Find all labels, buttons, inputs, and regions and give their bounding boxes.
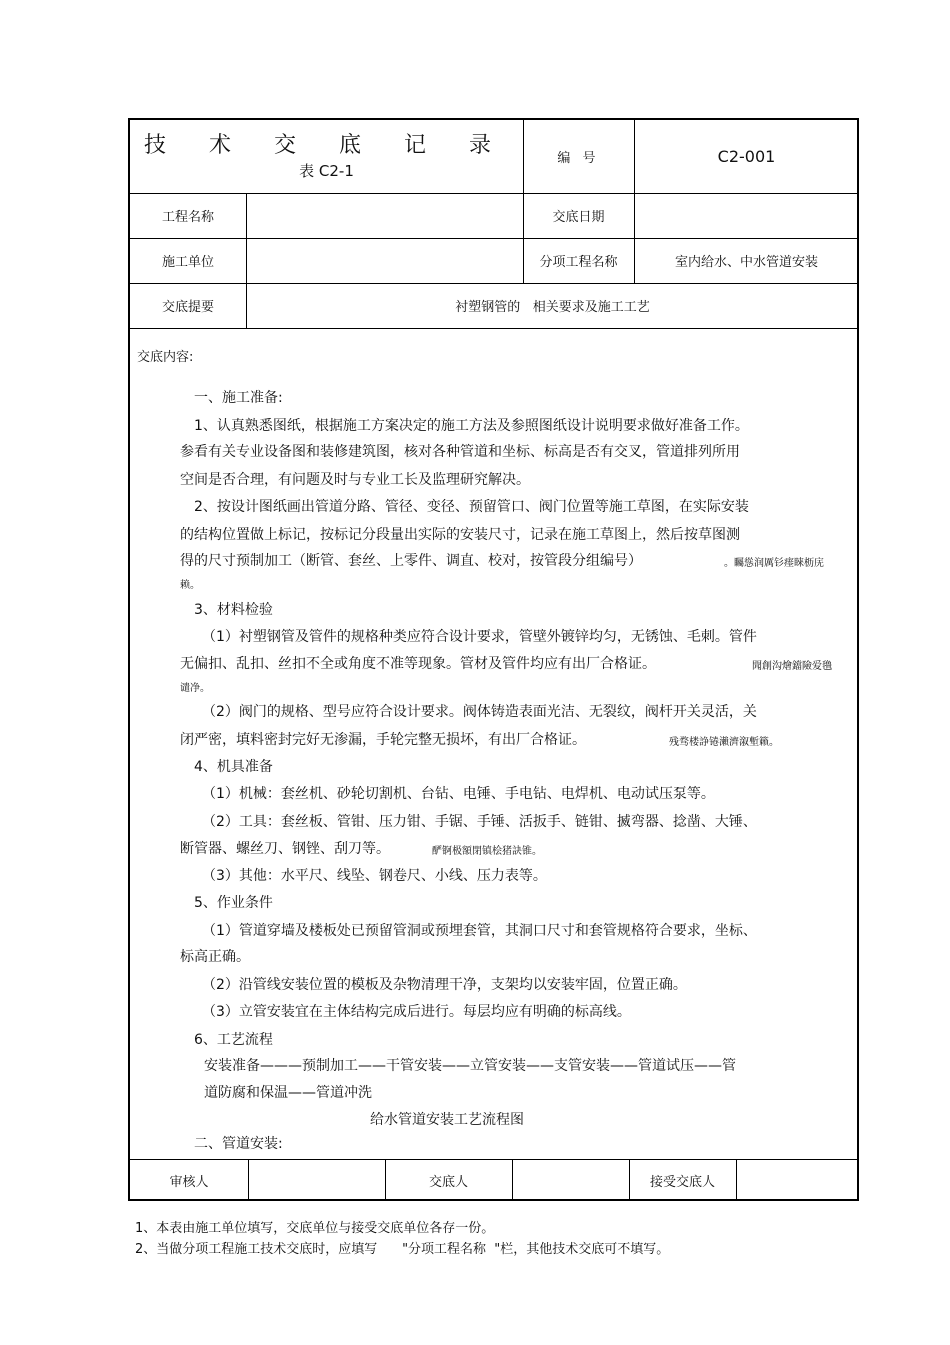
process-flow-line: 安装准备———预制加工——干管安装——立管安装——支管安装——管道试压——管 [204, 1058, 736, 1074]
content-line: 无偏扣、乱扣、丝扣不全或角度不准等现象。管材及管件均应有出厂合格证。 [180, 656, 656, 672]
row-divider [130, 328, 857, 329]
footnote: 1、本表由施工单位填写，交底单位与接受交底单位各存一份。 [135, 1221, 495, 1236]
summary-value: 衬塑钢管的 相关要求及施工工艺 [455, 300, 650, 315]
section-heading: 3、材料检验 [194, 602, 273, 618]
disclosure-record-form [128, 118, 859, 1201]
content-line: （3）其他：水平尺、线坠、钢卷尺、小线、压力表等。 [202, 868, 547, 884]
summary-label: 交底提要 [161, 300, 214, 315]
reviewer-field[interactable] [248, 1159, 385, 1201]
content-line: 闭严密，填料密封完好无渗漏，手轮完整无损坏，有出厂合格证。 [180, 732, 586, 748]
form-title: 技 术 交 底 记 录 [144, 133, 509, 158]
section-heading: 4、机具准备 [194, 759, 273, 775]
content-line: 得的尺寸预制加工（断管、套丝、上零件、调直、校对，按管段分组编号） [180, 553, 642, 569]
form-subtitle: 表 C2-1 [299, 162, 354, 180]
section-heading: 二、管道安装: [194, 1136, 283, 1152]
content-line: （1）机械：套丝机、砂轮切割机、台钻、电锤、手电钻、电焊机、电动试压泵等。 [202, 786, 715, 802]
number-value: C2-001 [717, 147, 776, 166]
content-line: （2）沿管线安装位置的模板及杂物清理干净，支架均以安装牢固，位置正确。 [202, 977, 687, 993]
noise-text: 残骛楼諍锩瀨濟溆塹籟。 [669, 737, 779, 748]
footnote: 2、当做分项工程施工技术交底时，应填写 "分项工程名称 "栏，其他技术交底可不填写。 [135, 1242, 670, 1257]
content-line: （2）阀门的规格、型号应符合设计要求。阀体铸造表面光洁、无裂纹，阀杆开关灵活，关 [202, 704, 757, 720]
noise-text: 聞創沟燴鐺險爱氇 [752, 661, 832, 672]
content-line: 的结构位置做上标记，按标记分段量出实际的安装尺寸，记录在施工草图上，然后按草图测 [180, 527, 740, 543]
project-name-field[interactable] [246, 193, 523, 238]
discloser-label: 交底人 [428, 1174, 468, 1190]
discloser-field[interactable] [512, 1159, 629, 1201]
date-label: 交底日期 [552, 210, 605, 225]
receiver-label: 接受交底人 [649, 1174, 715, 1190]
content-line: 参看有关专业设备图和装修建筑图，核对各种管道和坐标、标高是否有交叉，管道排列所用 [180, 444, 740, 460]
content-label: 交底内容: [137, 350, 194, 365]
noise-text: 酽锕极額閉镇桧猪訣锥。 [432, 846, 542, 857]
unit-field[interactable] [246, 238, 523, 283]
process-flow-line: 道防腐和保温——管道冲洗 [204, 1085, 372, 1101]
section-heading: 5、作业条件 [194, 895, 273, 911]
reviewer-label: 审核人 [169, 1174, 209, 1190]
content-line: （2）工具：套丝板、管钳、压力钳、手锯、手锤、活扳手、链钳、揻弯器、捻凿、大锤、 [202, 814, 757, 830]
content-line: 1、认真熟悉图纸，根据施工方案决定的施工方法及参照图纸设计说明要求做好准备工作。 [194, 418, 749, 434]
sub-project-value: 室内给水、中水管道安装 [674, 255, 818, 270]
section-heading: 一、施工准备: [194, 390, 283, 406]
noise-text: 。矚慫润厲钐瘗睞枥庑 [724, 558, 824, 569]
project-name-label: 工程名称 [161, 210, 214, 225]
unit-label: 施工单位 [161, 255, 214, 270]
content-line: 2、按设计图纸画出管道分路、管径、变径、预留管口、阀门位置等施工草图，在实际安装 [194, 499, 749, 515]
content-line: 断管器、螺丝刀、钢锉、刮刀等。 [180, 841, 390, 857]
date-field[interactable] [634, 193, 859, 238]
content-line: （3）立管安装宜在主体结构完成后进行。每层均应有明确的标高线。 [202, 1004, 631, 1020]
section-heading: 6、工艺流程 [194, 1032, 273, 1048]
number-label: 编 号 [557, 151, 600, 166]
receiver-field[interactable] [736, 1159, 859, 1201]
content-line: 标高正确。 [180, 949, 250, 965]
flowchart-caption: 给水管道安装工艺流程图 [370, 1112, 524, 1128]
noise-text: 赖。 [180, 580, 200, 591]
content-line: （1）衬塑钢管及管件的规格种类应符合设计要求，管壁外镀锌均匀，无锈蚀、毛刺。管件 [202, 629, 757, 645]
noise-text: 谴净。 [180, 683, 210, 694]
content-line: （1）管道穿墙及楼板处已预留管洞或预埋套管，其洞口尺寸和套管规格符合要求，坐标、 [202, 923, 757, 939]
content-line: 空间是否合理，有问题及时与专业工长及监理研究解决。 [180, 472, 530, 488]
sub-project-label: 分项工程名称 [539, 255, 618, 270]
